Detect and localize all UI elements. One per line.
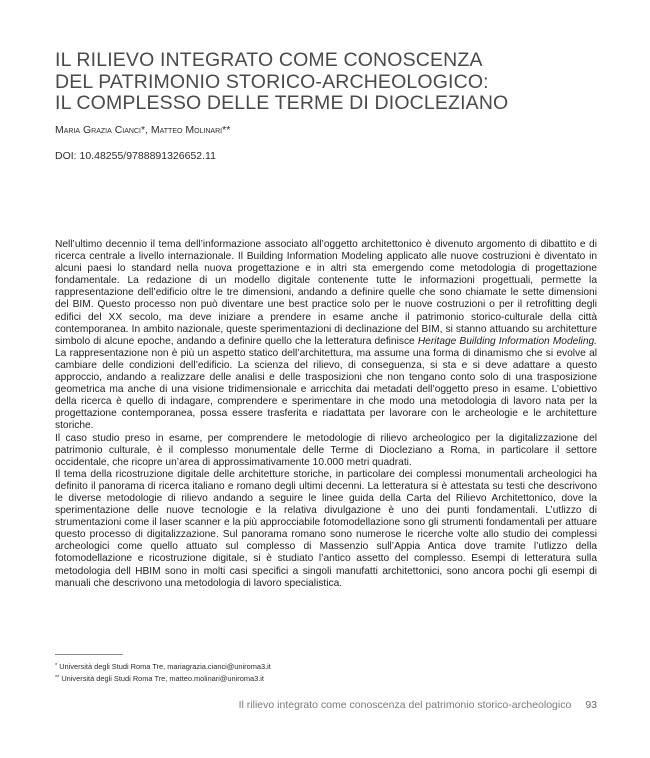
footnote-divider xyxy=(55,654,123,655)
doi-identifier[interactable]: DOI: 10.48255/9788891326652.11 xyxy=(55,150,216,162)
body-paragraph-2: Il caso studio preso in esame, per comprendere le metodologie di rilievo archeologico per la digitalizzazione del patrimonio culturale, è il complesso monumentale delle Terme di Diocleziano a Roma, in particolare il settore occidentale, che ricopre un’area di approssimativamente 10.000 metri quadrati. xyxy=(55,432,597,468)
footnote-1 xyxy=(55,661,271,673)
paragraph-1-text-a: Nell’ultimo decennio il tema dell’informazione associato all’oggetto architettonico è divenuto argomento di dibattito e di ricerca centrale a livello internazionale. Il Building Information Modeling applicato alle nuove costruzioni è diventato in alcuni paesi lo standard nella nuova progettazione e in altri sta emergendo come metodologia di progettazione fondamentale. La redazione di un modello digitale contenente tutte le informazioni progettuali, permette la rappresentazione dell’edificio oltre le tre dimensioni, andando a definire quelle che sono chiamate le sette dimensioni del BIM. Questo processo non può diventare une best practice solo per le nuove costruzioni o per il retrofitting degli edifici del XX secolo, ma deve iniziare a prendere in esame anche il patrimonio storico-culturale della città contemporanea. In ambito nazionale, queste sperimentazioni di declinazione del BIM, si stanno attuando su architetture simbolo di alcune epoche, andando a definire quello che la letteratura definisce xyxy=(55,239,597,347)
footnote-2-mark: ** xyxy=(55,674,60,681)
title-line-1: IL RILIEVO INTEGRATO COME CONOSCENZA xyxy=(55,49,483,71)
article-body xyxy=(55,239,597,590)
title-line-2: DEL PATRIMONIO STORICO-ARCHEOLOGICO: xyxy=(55,70,489,93)
body-paragraph-3: Il tema della ricostruzione digitale delle architetture storiche, in particolare dei complessi monumentali archeologici ha definito il panorama di ricerca italiano e romano degli ultimi decenni. La letteratura si è attestata su testi che descrivono le diverse metodologie di rilievo andando a seguire le linee guida della Carta del Rilievo Architettonico, dove la sperimentazione delle nuove tecnologie e la relativa divulgazione è uno dei punti fondamentali. L’utlizzo di strumentazioni come il laser scanner e la più approcciabile fotomodellazione sono gli strumenti fondamentali per attuare questo processo di digitalizzazione. Sul panorama romano sono numerose le ricerche volte allo studio dei complessi archeologici come quello attuato sul complesso di Massenzio sull’Appia Antica dove tramite l’utlizzo della fotomodellazione e ricostruzione digitale, si è studiato l’antico assetto del complesso. Esempi di letteratura sulla metodologia dell HBIM sono in molti casi specifici a singoli manufatti architettonici, sono ancora pochi gli esempi di manuali che descrivono una metodologia di lavoro specialistica. xyxy=(55,468,597,589)
article-title xyxy=(55,50,615,115)
footnote-1-text: Università degli Studi Roma Tre, mariagrazia.cianci@uniroma3.it xyxy=(59,662,271,671)
footnote-1-mark: * xyxy=(55,663,58,669)
author-list: Maria Grazia Cianci*, Matteo Molinari** xyxy=(55,124,231,136)
footnotes xyxy=(55,661,271,684)
running-footer xyxy=(239,699,597,712)
body-paragraph-1 xyxy=(55,239,597,433)
footnote-2 xyxy=(55,673,271,685)
paragraph-1-italic-term: Heritage Building Information Modeling. xyxy=(417,335,597,347)
running-title: Il rilievo integrato come conoscenza del patrimonio storico-archeologico xyxy=(238,699,572,711)
footnote-2-text: Università degli Studi Roma Tre, matteo.molinari@uniroma3.it xyxy=(61,673,264,683)
page-number: 93 xyxy=(585,699,597,711)
paragraph-1-text-b: La rappresentazione non è più un aspetto statico dell’architettura, ma assume una forma di dinamismo che si evolve al cambiare delle condizioni dell’edificio. La scienza del rilievo, di conseguenza, si sta e si deve adattare a questo approccio, andando a realizzare delle analisi e delle trasposizioni che non tengano conto solo di una trasposizione geometrica ma anche di una visione tridimensionale e arricchita dai metadati dell’oggetto preso in esame. L’obiettivo della ricerca è quello di indagare, comprendere e sperimentare in che modo una metodologia di lavoro nata per la progettazione contemporanea, possa essere trasferita e riadattata per lavorare con le archeologie e le architetture storiche. xyxy=(55,347,597,432)
title-line-3: IL COMPLESSO DELLE TERME DI DIOCLEZIANO xyxy=(55,92,509,114)
